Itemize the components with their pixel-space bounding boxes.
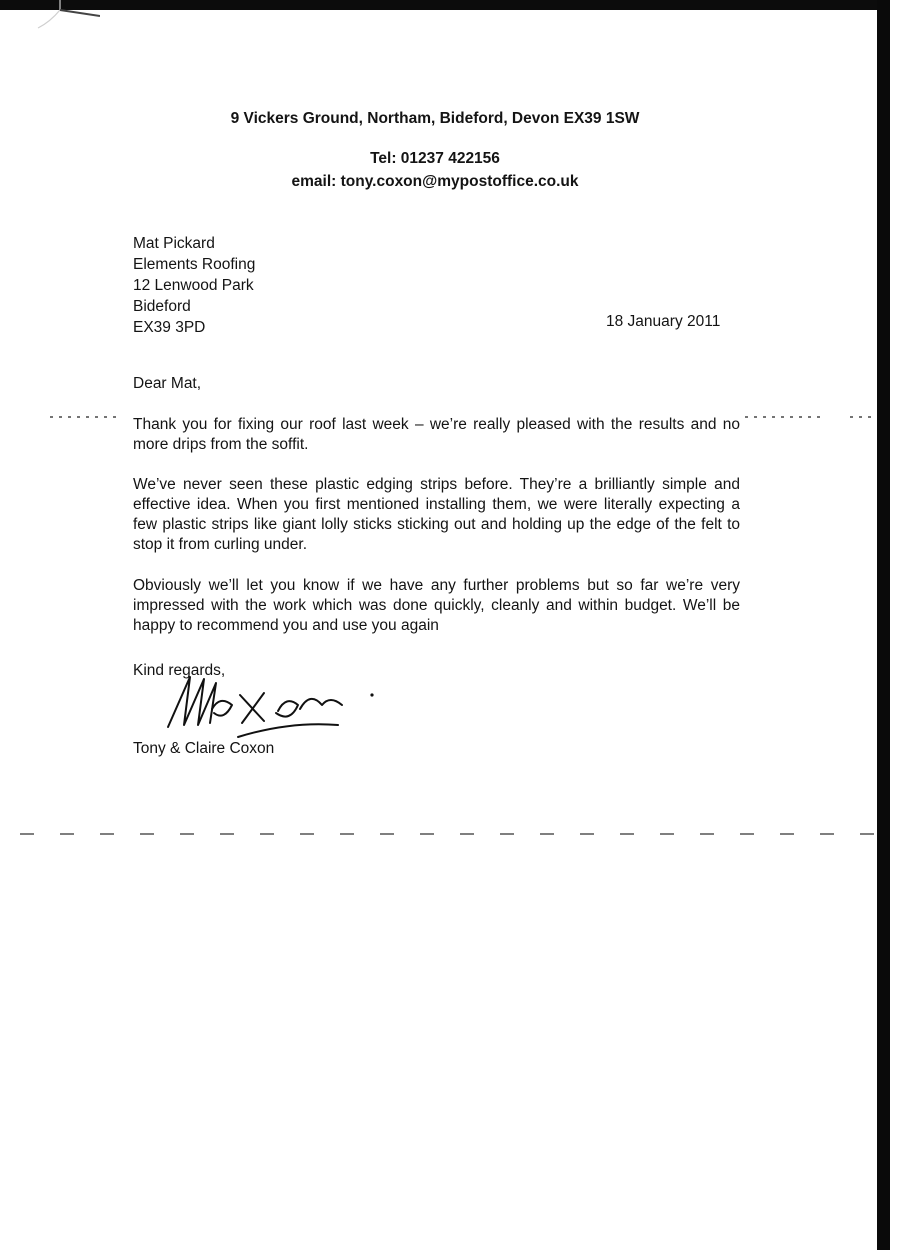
recipient-address-block [133, 233, 255, 338]
salutation: Dear Mat, [133, 375, 202, 392]
signatory-name: Tony & Claire Coxon [133, 740, 275, 757]
letterhead-email: email: tony.coxon@mypostoffice.co.uk [291, 173, 579, 190]
recipient-name: Mat Pickard [133, 235, 215, 252]
letterhead-telephone: Tel: 01237 422156 [370, 150, 500, 167]
scan-artifact-line [0, 831, 877, 837]
body-paragraph: Thank you for fixing our roof last week – we’re really pleased with the results and no more drips from the soffit. [133, 416, 740, 453]
scan-artifact-line [0, 414, 877, 420]
letter-date: 18 January 2011 [606, 313, 721, 330]
recipient-postcode: EX39 3PD [133, 319, 206, 336]
scan-border-right [877, 0, 890, 1250]
scan-border-top [0, 0, 890, 10]
folded-corner-mark [30, 0, 100, 40]
recipient-street: 12 Lenwood Park [133, 277, 254, 294]
body-paragraph: We’ve never seen these plastic edging strips before. They’re a brilliantly simple and effective idea. When you first mentioned installing them, we were literally expecting a few plastic strips like giant lolly sticks sticking out and holding up the edge of the felt to stop it from curling under. [133, 476, 740, 553]
recipient-town: Bideford [133, 298, 191, 315]
handwritten-signature [160, 665, 380, 745]
recipient-company: Elements Roofing [133, 256, 256, 273]
body-paragraph: Obviously we’ll let you know if we have any further problems but so far we’re very impressed with the work which was done quickly, cleanly and within budget. We’ll be happy to recommend you and use you again [133, 577, 740, 634]
letterhead-address: 9 Vickers Ground, Northam, Bideford, Devon EX39 1SW [230, 110, 640, 127]
closing: Kind regards, [133, 662, 226, 679]
